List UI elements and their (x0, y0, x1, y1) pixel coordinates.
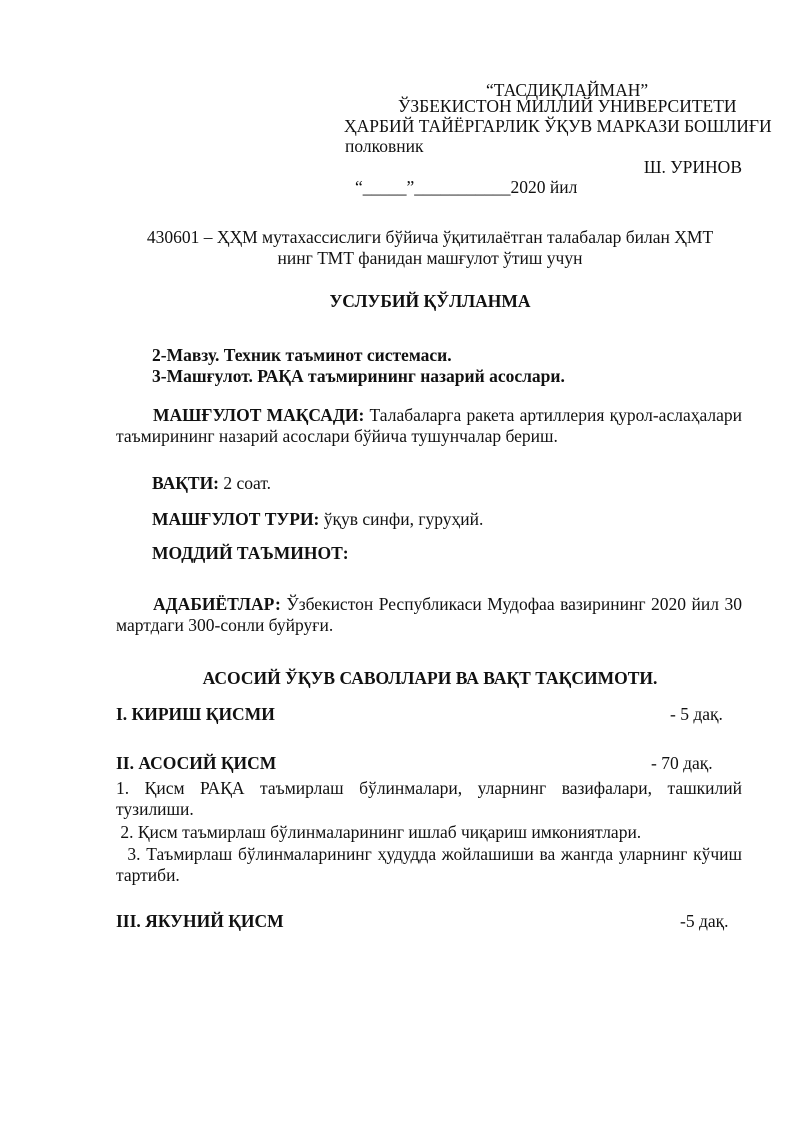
lesson-title: . РАҚА таъмирининг назарий асослари. (248, 366, 565, 386)
time-text: 2 соат. (219, 473, 272, 493)
part-3-title: III. ЯКУНИЙ ҚИСМ (116, 911, 284, 931)
part-1-time: - 5 дақ. (670, 704, 723, 724)
type-text: ўқув синфи, гуруҳий. (319, 509, 484, 529)
approval-date: “_____”___________2020 йил (355, 177, 578, 197)
approval-name: Ш. УРИНОВ (643, 157, 742, 177)
lesson-prefix: 3-Машғулот (152, 366, 249, 386)
goal-text: Талабаларга ракета артиллерия қурол-аслаҳалари таъмирининг назарий асослари бўйича тушунчалар бериш. (116, 405, 742, 446)
part-2-item-1: 1. Қисм РАҚА таъмирлаш бўлинмалари, уларнинг вазифалари, ташкилий тузилиши. (116, 778, 747, 819)
type-field (152, 509, 483, 530)
intro-line-1: 430601 – ҲҲМ мутахассислиги бўйича ўқитилаётган талабалар билан ҲМТ (146, 227, 714, 247)
intro-line-2: нинг ТМТ фанидан машғулот ўтиш учун (277, 248, 583, 268)
goal-paragraph (116, 405, 742, 447)
literature-paragraph (116, 594, 742, 636)
time-label: ВАҚТИ: (152, 473, 220, 493)
document-title: УСЛУБИЙ ҚЎЛЛАНМА (329, 291, 531, 311)
literature-label: АДАБИЁТЛАР: (153, 594, 281, 614)
part-2-item-3: 3. Таъмирлаш бўлинмаларининг ҳудудда жойлашиши ва жангда уларнинг кўчиш тартиби. (116, 844, 747, 885)
approval-center-head: ҲАРБИЙ ТАЙЁРГАРЛИК ЎҚУВ МАРКАЗИ БОШЛИҒИ (344, 116, 772, 136)
approval-stamp: “ТАСДИҚЛАЙМАН” (486, 80, 649, 100)
part-3-time: -5 дақ. (680, 911, 729, 931)
approval-rank: полковник (345, 136, 424, 156)
part-2-row (116, 753, 742, 775)
lesson-line (152, 366, 565, 387)
topic-line: 2-Мавзу. Техник таъминот системаси. (152, 345, 452, 365)
part-2-item-2: 2. Қисм таъмирлаш бўлинмаларининг ишлаб чиқариш имкониятлари. (116, 822, 642, 842)
literature-text: Ўзбекистон Республикаси Мудофаа вазирининг 2020 йил 30 мартдаги 300-сонли буйруғи. (116, 594, 742, 635)
part-2-title: II. АСОСИЙ ҚИСМ (116, 753, 277, 773)
material-label: МОДДИЙ ТАЪМИНОТ: (152, 543, 349, 563)
time-field (152, 473, 271, 494)
part-2-time: - 70 дақ. (651, 753, 713, 773)
part-1-row (116, 704, 742, 726)
approval-university: ЎЗБЕКИСТОН МИЛЛИЙ УНИВЕРСИТЕТИ (398, 96, 737, 116)
schedule-heading: АСОСИЙ ЎҚУВ САВОЛЛАРИ ВА ВАҚТ ТАҚСИМОТИ. (202, 668, 658, 688)
type-label: МАШҒУЛОТ ТУРИ: (152, 509, 320, 529)
goal-label: МАШҒУЛОТ МАҚСАДИ: (153, 405, 365, 425)
part-3-row (116, 911, 742, 933)
intro-text (100, 227, 760, 269)
part-1-title: I. КИРИШ ҚИСМИ (116, 704, 275, 724)
